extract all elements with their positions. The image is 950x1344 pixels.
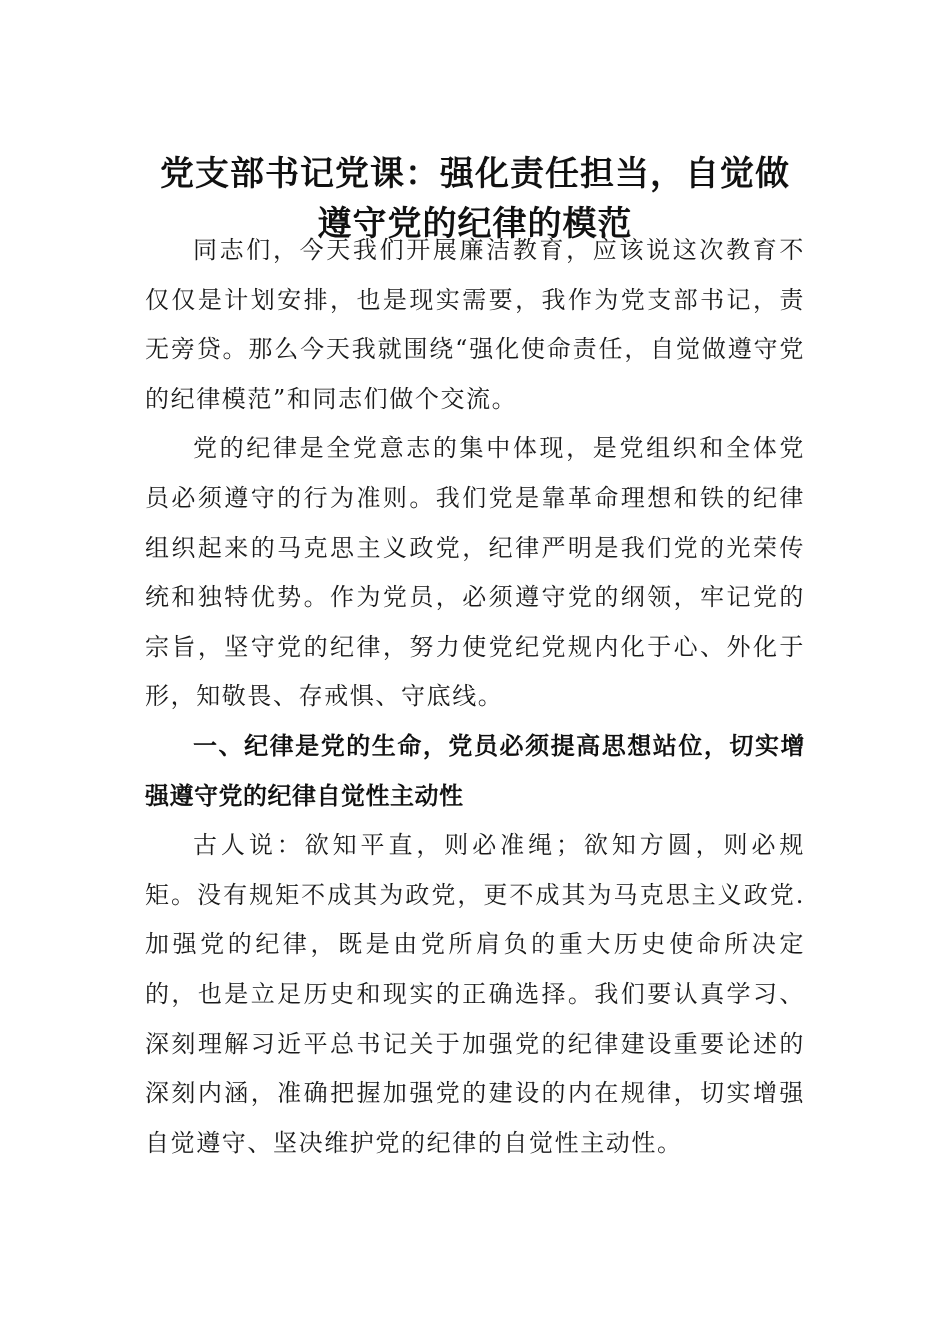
title-line-2: 遵守党的纪律的模范 [317, 203, 633, 244]
title-line-1: 党支部书记党课：强化责任担当，自觉做 [160, 153, 790, 194]
paragraph-intro: 同志们，今天我们开展廉洁教育，应该说这次教育不仅仅是计划安排，也是现实需要，我作为党支部书记，责无旁贷。那么今天我就围绕“强化使命责任，自觉做遵守党的纪律模范”和同志们做个交流。 [145, 236, 805, 413]
section-heading-1: 一、纪律是党的生命，党员必须提高思想站位，切实增强遵守党的纪律自觉性主动性 [145, 731, 805, 810]
paragraph-discipline: 党的纪律是全党意志的集中体现，是党组织和全体党员必须遵守的行为准则。我们党是靠革命理想和铁的纪律组织起来的马克思主义政党，纪律严明是我们党的光荣传统和独特优势。作为党员，必须遵守党的纲领，牢记党的宗旨，坚守党的纪律，努力使党纪党规内化于心、外化于形，知敬畏、存戒惧、守底线。 [145, 434, 805, 711]
document-body [145, 226, 805, 1168]
section-1-paragraph: 古人说：欲知平直，则必准绳；欲知方圆，则必规矩。没有规矩不成其为政党，更不成其为马克思主义政党.加强党的纪律，既是由党所肩负的重大历史使命所决定的，也是立足历史和现实的正确选择。我们要认真学习、深刻理解习近平总书记关于加强党的纪律建设重要论述的深刻内涵，准确把握加强党的建设的内在规律，切实增强自觉遵守、坚决维护党的纪律的自觉性主动性。 [145, 831, 805, 1157]
